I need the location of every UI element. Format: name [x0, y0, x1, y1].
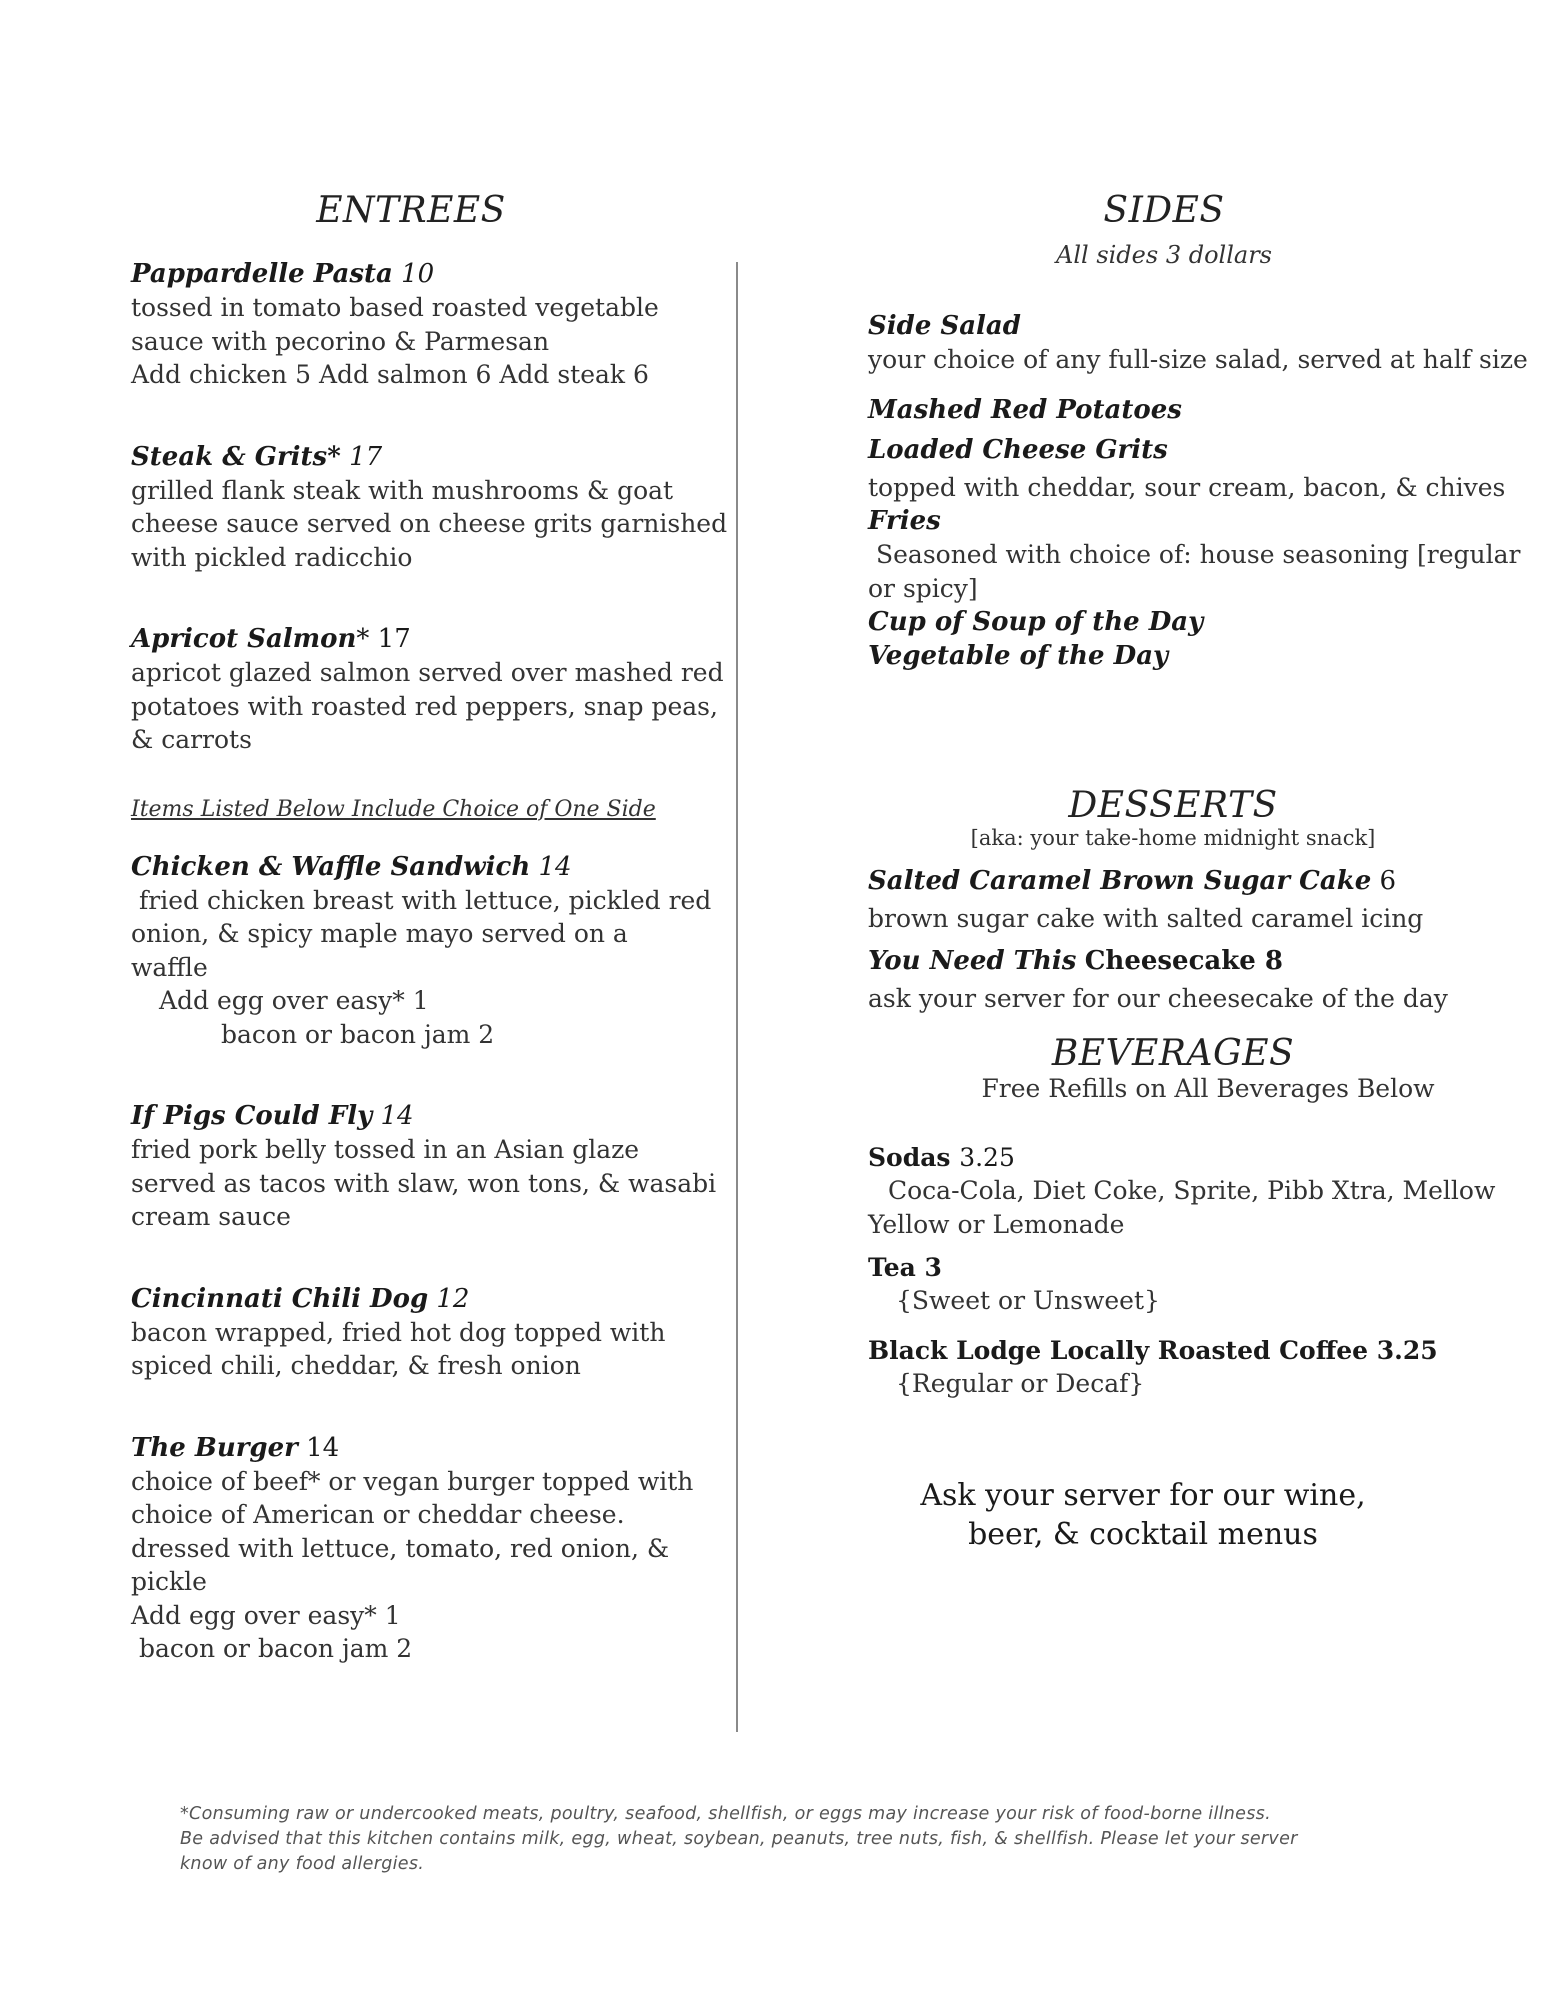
side-item: [868, 309, 1528, 377]
item-name: Salted Caramel Brown Sugar Cake: [868, 866, 1372, 896]
item-price: 6: [1379, 866, 1397, 896]
side-item-grits: Loaded Cheese Grits: [868, 434, 1168, 465]
entrees-title: ENTREES: [316, 190, 506, 231]
item-desc: waffle: [131, 952, 208, 982]
item-desc: bacon wrapped, fried hot dog topped with: [131, 1317, 666, 1347]
item-desc: choice of American or cheddar cheese.: [131, 1500, 625, 1529]
item-addon: Add egg over easy* 1: [159, 986, 429, 1015]
closing-line: Ask your server for our wine,: [920, 1478, 1366, 1513]
item-desc: fried pork belly tossed in an Asian glaze: [131, 1135, 640, 1164]
bev-desc: Yellow or Lemonade: [868, 1209, 1125, 1239]
item-name: The Burger: [131, 1432, 298, 1463]
item-desc: dressed with lettuce, tomato, red onion, &: [131, 1533, 670, 1563]
item-desc: sauce with pecorino & Parmesan: [131, 326, 550, 356]
item-desc: ask your server for our cheesecake of the day: [868, 983, 1448, 1013]
menu-item: [131, 850, 712, 1052]
item-name: If Pigs Could Fly: [131, 1101, 373, 1131]
item-desc: topped with cheddar, sour cream, bacon, & chives: [868, 472, 1506, 502]
item-desc: spiced chili, cheddar, & fresh onion: [131, 1351, 581, 1380]
bev-desc: {Sweet or Unsweet}: [896, 1286, 1160, 1315]
bev-name: Sodas: [868, 1143, 951, 1172]
item-desc: with pickled radicchio: [131, 542, 413, 572]
item-desc: fried chicken breast with lettuce, pickled red: [139, 885, 712, 915]
bev-name: Black Lodge Locally Roasted Coffee 3.25: [868, 1335, 1438, 1365]
item-desc: cheese sauce served on cheese grits garnished: [131, 509, 728, 538]
item-name: Cincinnati Chili Dog: [131, 1283, 429, 1314]
desserts-title: DESSERTS: [1068, 785, 1278, 826]
bev-desc: {Regular or Decaf}: [896, 1368, 1145, 1398]
item-addon: Add egg over easy* 1: [131, 1600, 401, 1630]
menu-item: [131, 622, 724, 757]
item-price: 10: [401, 259, 435, 289]
beverages-title: BEVERAGES: [1051, 1033, 1295, 1074]
allergy-footer: [180, 1802, 1380, 1877]
item-name: Apricot Salmon: [131, 624, 357, 654]
item-desc: tossed in tomato based roasted vegetable: [131, 293, 659, 322]
column-divider: [736, 262, 738, 1732]
bev-desc: Coca-Cola, Diet Coke, Sprite, Pibb Xtra, Mellow: [888, 1176, 1496, 1205]
item-desc: onion, & spicy maple mayo served on a: [131, 919, 628, 948]
item-price: 14: [538, 851, 572, 882]
item-desc: grilled flank steak with mushrooms & goat: [131, 475, 674, 505]
item-price: 12: [436, 1283, 470, 1314]
item-desc: apricot glazed salmon served over mashed red: [131, 658, 724, 687]
item-name: Steak & Grits*: [131, 441, 341, 472]
closing-line: beer, & cocktail menus: [968, 1517, 1318, 1552]
item-price: * 17: [356, 624, 411, 654]
item-name-rest: Cheesecake 8: [1084, 945, 1283, 976]
footer-line: know of any food allergies.: [180, 1854, 425, 1874]
item-desc: choice of beef* or vegan burger topped with: [131, 1466, 694, 1496]
menu-item: [131, 1282, 691, 1383]
item-price: 14: [380, 1101, 414, 1131]
item-addon: bacon or bacon jam 2: [139, 1634, 413, 1663]
footer-line: Be advised that this kitchen contains milk, egg, wheat, soybean, peanuts, tree nuts, fish, & shellfish. Please let your server: [180, 1829, 1298, 1849]
side-item-vegetable: Vegetable of the Day: [868, 641, 1169, 671]
item-addon: bacon or bacon jam 2: [221, 1019, 495, 1049]
item-price: 14: [306, 1432, 340, 1463]
item-desc: brown sugar cake with salted caramel icing: [868, 904, 1424, 933]
menu-item: [131, 1099, 717, 1234]
side-choice-note: Items Listed Below Include Choice of One Side: [131, 796, 656, 822]
side-item-mashed: Mashed Red Potatoes: [868, 394, 1182, 425]
item-desc: Seasoned with choice of: house seasoning [regular: [876, 540, 1521, 569]
side-item-soup: Cup of Soup of the Day: [868, 607, 1204, 637]
beverages-note: Free Refills on All Beverages Below: [981, 1074, 1435, 1103]
item-desc: or spicy]: [868, 573, 978, 603]
footer-line: *Consuming raw or undercooked meats, poultry, seafood, shellfish, or eggs may increase your risk of food-borne illness.: [180, 1804, 1271, 1824]
item-name: Pappardelle Pasta: [131, 259, 393, 289]
item-name: Chicken & Waffle Sandwich: [131, 851, 531, 882]
item-desc: served as tacos with slaw, won tons, & wasabi: [131, 1168, 717, 1198]
sides-subtitle: All sides 3 dollars: [1056, 241, 1272, 269]
item-name: Side Salad: [868, 311, 1021, 341]
bev-price: 3.25: [959, 1143, 1015, 1172]
desserts-note: [aka: your take-home midnight snack]: [970, 826, 1376, 850]
item-desc: your choice of any full-size salad, served at half size: [868, 345, 1528, 374]
sides-column: [868, 190, 1528, 1554]
item-desc: & carrots: [131, 725, 252, 754]
entrees-column: [131, 190, 728, 1706]
item-desc: pickle: [131, 1567, 207, 1596]
item-price: 17: [349, 441, 383, 472]
menu-item: [131, 1431, 694, 1666]
item-desc: cream sauce: [131, 1202, 291, 1231]
side-item-fries: Fries: [868, 506, 941, 536]
sides-title: SIDES: [1103, 190, 1225, 231]
menu-item: [131, 257, 691, 392]
bev-name: Tea 3: [868, 1253, 942, 1282]
menu-item: [131, 440, 728, 575]
item-desc: Add chicken 5 Add salmon 6 Add steak 6: [131, 360, 649, 389]
item-name: You Need This: [868, 945, 1077, 976]
item-desc: potatoes with roasted red peppers, snap peas,: [131, 691, 718, 721]
